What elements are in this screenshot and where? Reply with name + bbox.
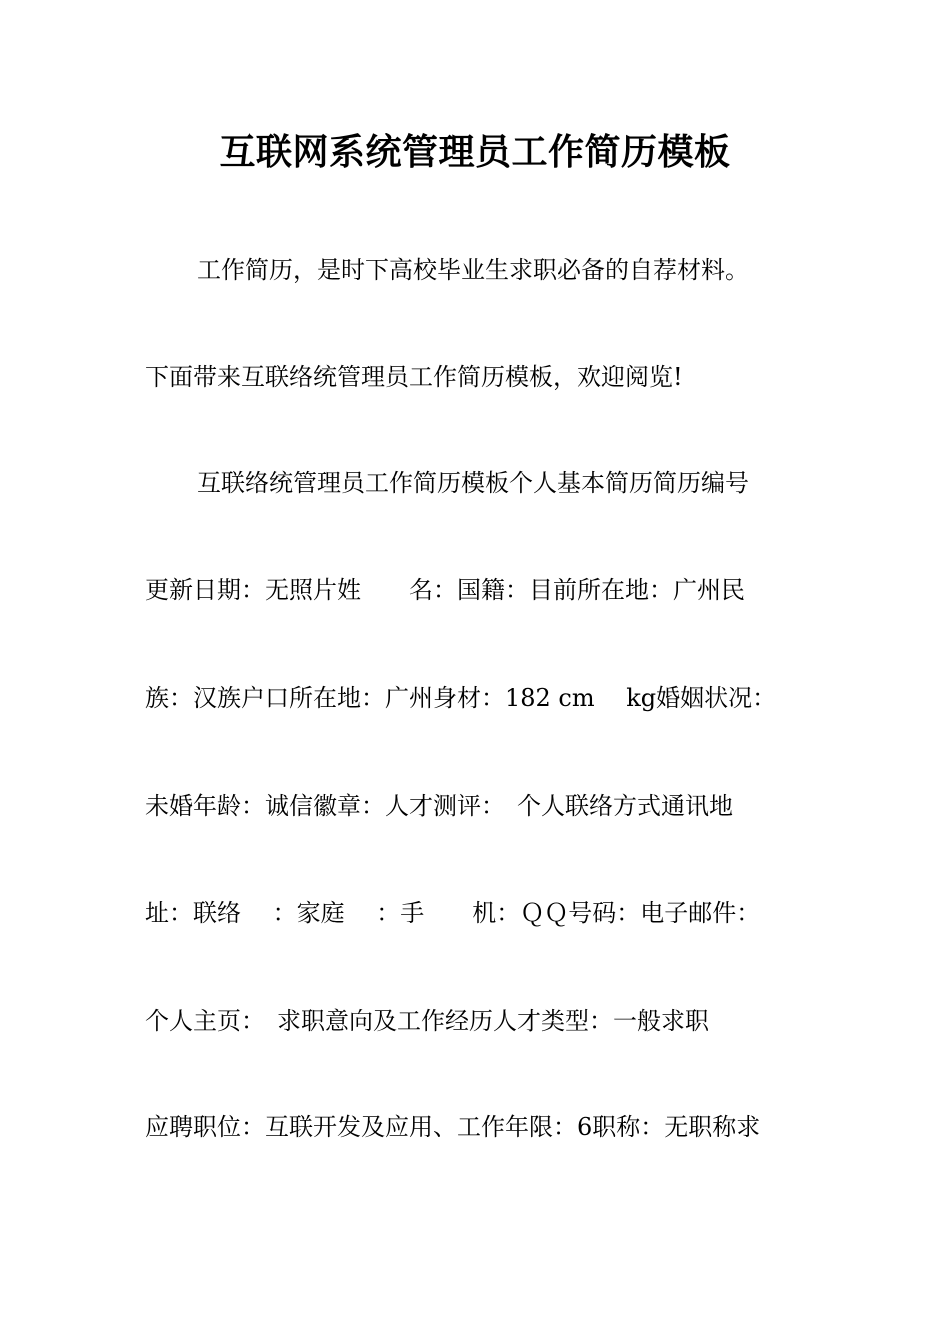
paragraph-line-9: 应聘职位：互联开发及应用、工作年限：6职称：无职称求	[145, 1113, 761, 1141]
paragraph-line-8: 个人主页： 求职意向及工作经历人才类型：一般求职	[145, 1007, 709, 1035]
paragraph-line-5: 族：汉族户口所在地：广州身材：182 cm kg婚姻状况：	[145, 684, 777, 712]
paragraph-line-1: 工作简历，是时下高校毕业生求职必备的自荐材料。	[197, 256, 749, 284]
paragraph-line-3: 互联络统管理员工作简历模板个人基本简历简历编号	[197, 469, 749, 497]
page-title: 互联网系统管理员工作简历模板	[219, 132, 731, 173]
paragraph-line-2: 下面带来互联络统管理员工作简历模板，欢迎阅览!	[145, 363, 683, 391]
paragraph-line-6: 未婚年龄：诚信徽章：人才测评： 个人联络方式通讯地	[145, 792, 733, 820]
paragraph-line-7: 址：联络 ：家庭 ：手 机：ＱＱ号码：电子邮件：	[145, 899, 761, 927]
paragraph-line-4: 更新日期：无照片姓 名：国籍：目前所在地：广州民	[145, 576, 745, 604]
